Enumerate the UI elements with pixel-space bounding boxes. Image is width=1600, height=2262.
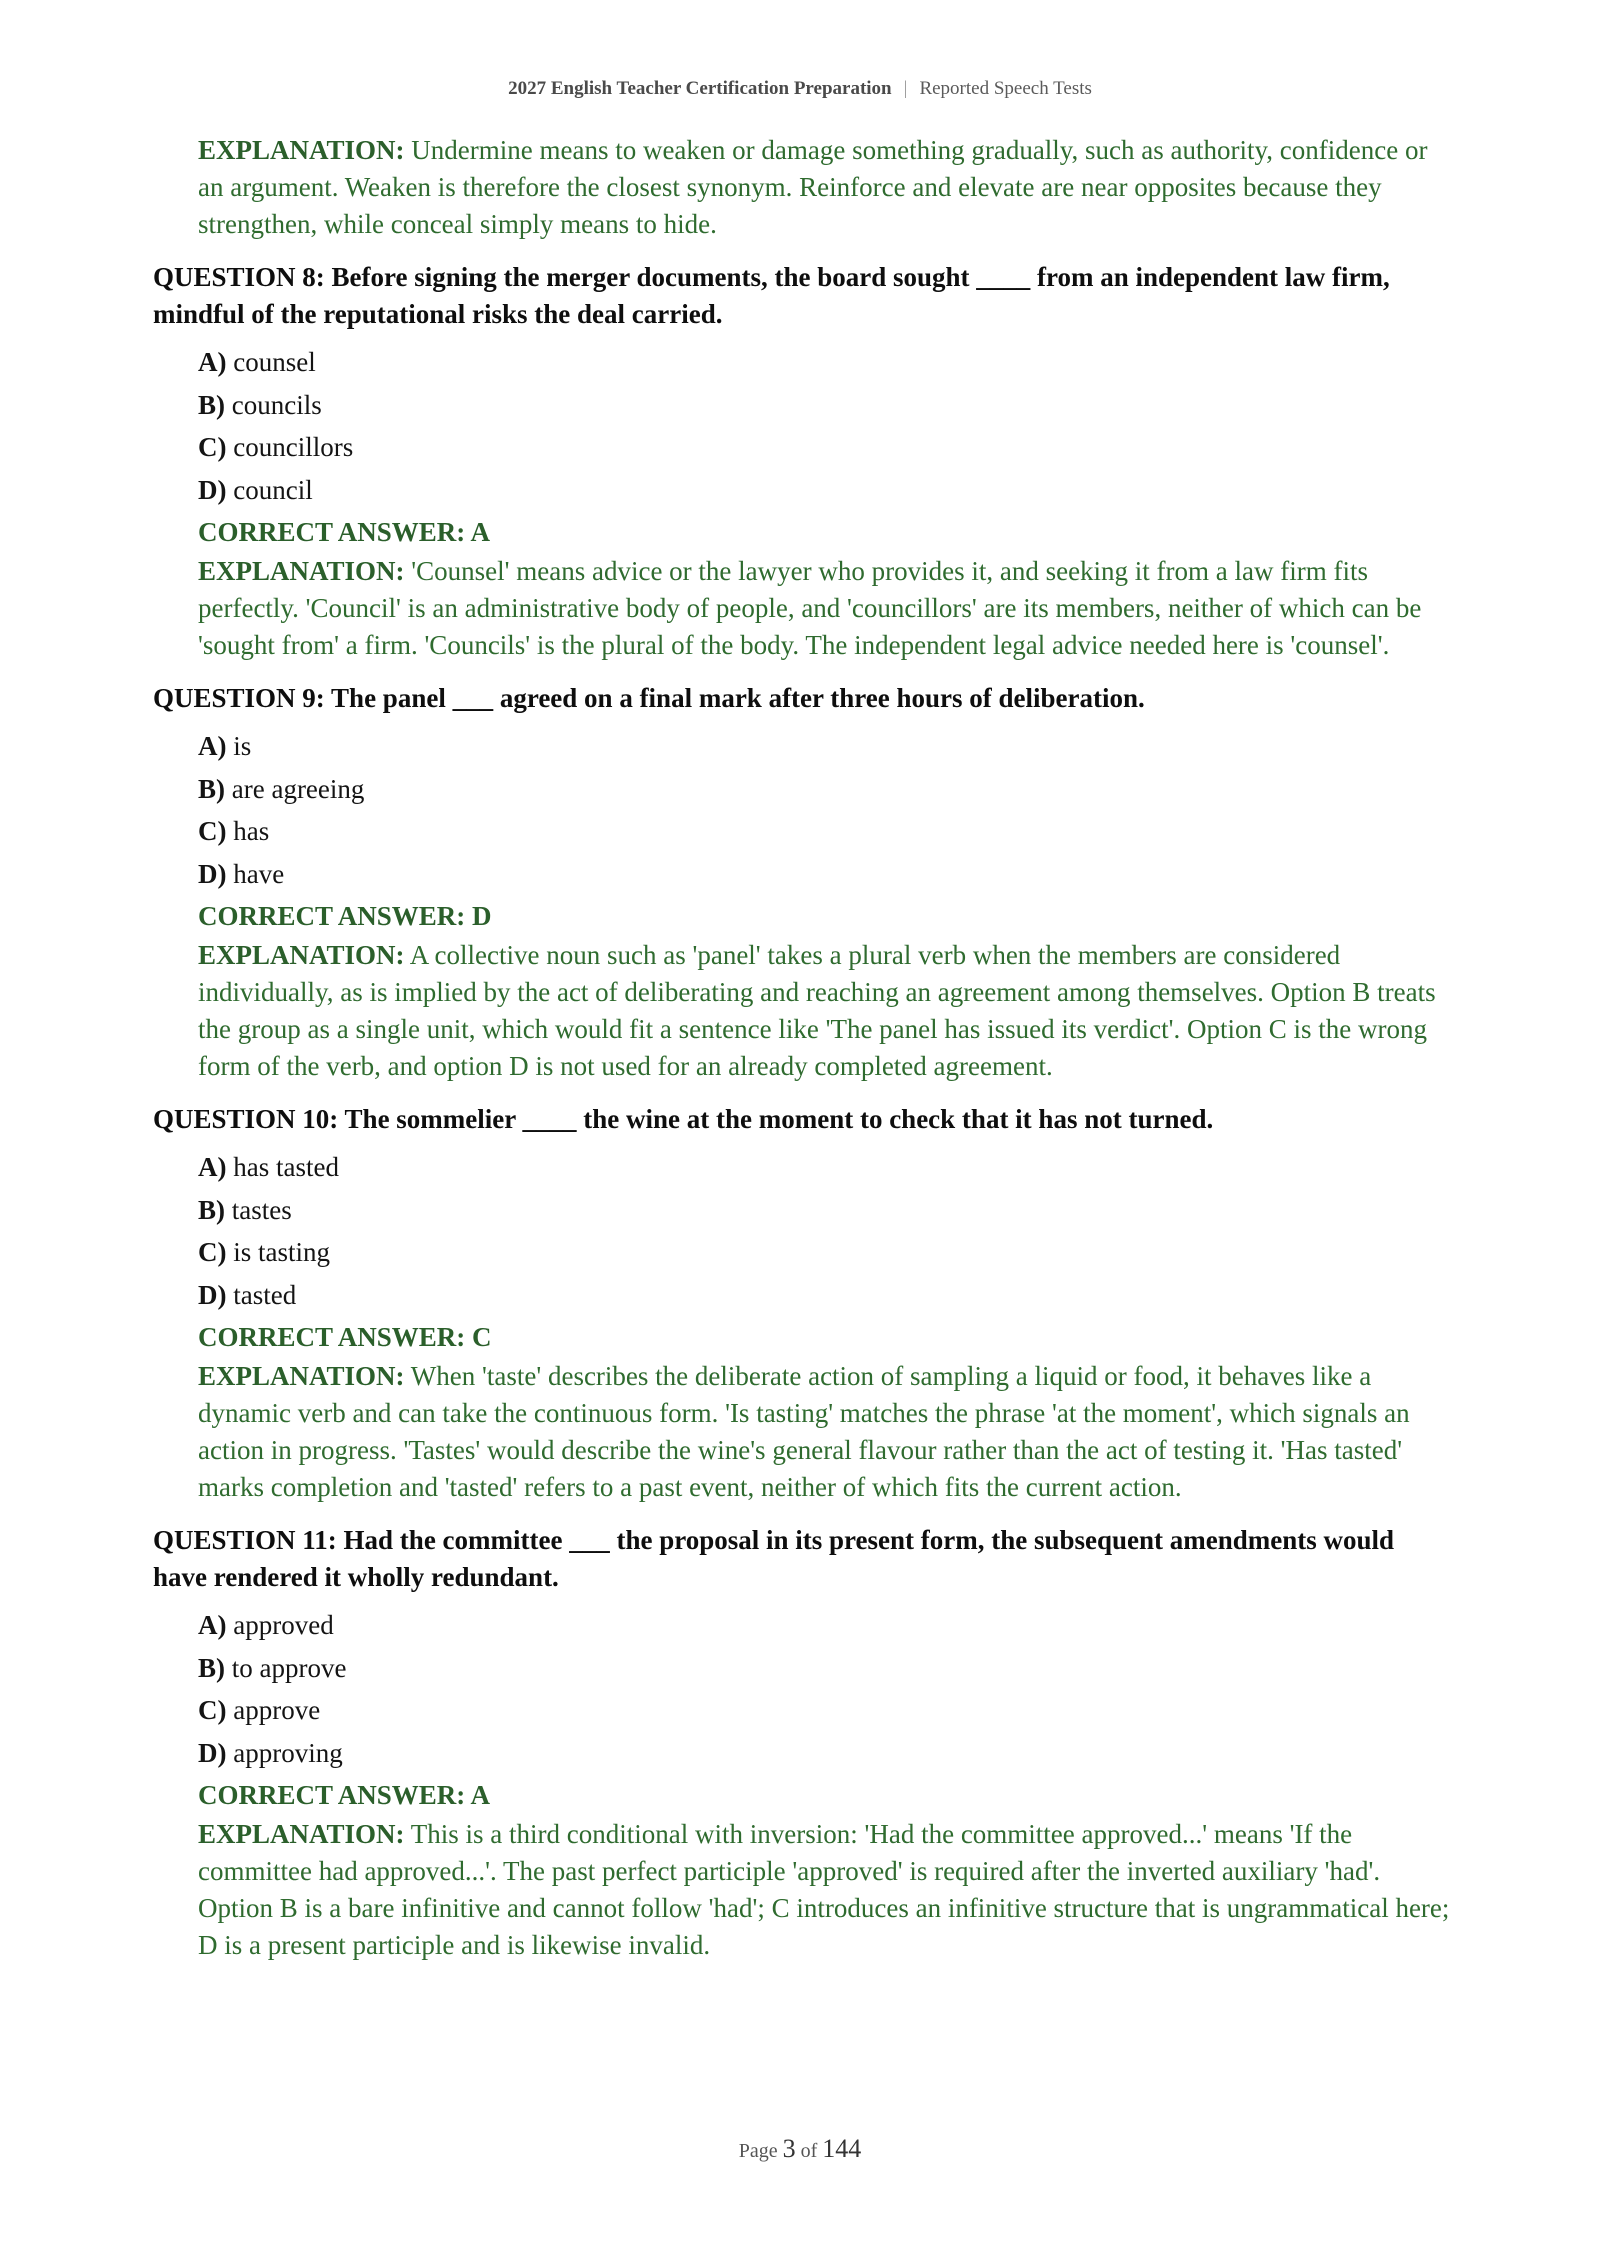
- option-c: [198, 810, 1453, 853]
- footer-total-pages: 144: [822, 2134, 862, 2163]
- header-title: 2027 English Teacher Certification Preparation: [508, 78, 892, 99]
- option-letter: B): [198, 389, 225, 420]
- explanation-label: EXPLANATION:: [198, 556, 405, 586]
- option-d: [198, 853, 1453, 896]
- option-c: [198, 426, 1453, 469]
- header-subtitle: Reported Speech Tests: [919, 78, 1092, 99]
- option-letter: A): [198, 347, 227, 377]
- option-text: councillors: [233, 432, 354, 462]
- page-content: [153, 132, 1453, 1980]
- correct-answer: CORRECT ANSWER: A: [198, 517, 491, 547]
- option-text: is tasting: [233, 1237, 331, 1267]
- header-separator: |: [903, 78, 908, 99]
- option-d: [198, 469, 1453, 512]
- question-block-9: [153, 680, 1453, 1085]
- option-letter: C): [198, 816, 227, 846]
- question-prompt: QUESTION 8: Before signing the merger documents, the board sought ____ from an independent law firm, mindful of the reputational risks the deal carried.: [153, 262, 1390, 329]
- option-text: approved: [233, 1610, 334, 1640]
- option-letter: D): [198, 858, 227, 889]
- explanation-text: This is a third conditional with inversion: 'Had the committee approved...' means 'If the committee had approved...'. The past perfect participle 'approved' is required after the inverted auxiliary 'had'. Option B is a bare infinitive and cannot follow 'had'; C introduces an infinitive structure that is ungrammatical here; D is a present participle and is likewise invalid.: [198, 1819, 1450, 1960]
- option-b: [198, 768, 1453, 811]
- option-b: [198, 384, 1453, 427]
- option-letter: A): [198, 1610, 227, 1640]
- option-b: [198, 1189, 1453, 1232]
- answer-explanation: [198, 1358, 1453, 1506]
- option-letter: B): [198, 773, 225, 804]
- option-c: [198, 1689, 1453, 1732]
- option-text: approve: [233, 1695, 321, 1725]
- option-letter: A): [198, 1152, 227, 1182]
- option-text: tasted: [233, 1279, 297, 1310]
- running-header: [0, 76, 1600, 102]
- explanation-label: EXPLANATION:: [198, 1819, 405, 1849]
- explanation-label: EXPLANATION:: [198, 940, 405, 970]
- answer-explanation: [198, 937, 1453, 1085]
- option-a: [198, 725, 1453, 768]
- footer-page-number: 3: [782, 2134, 796, 2163]
- options-list: [153, 341, 1453, 511]
- question-block-11: [153, 1522, 1453, 1964]
- question-prompt: QUESTION 10: The sommelier ____ the wine at the moment to check that it has not turned.: [153, 1104, 1214, 1134]
- question-prompt: QUESTION 11: Had the committee ___ the proposal in its present form, the subsequent amendments would have rendered it wholly redundant.: [153, 1525, 1395, 1592]
- options-list: [153, 1604, 1453, 1774]
- explanation-text: When 'taste' describes the deliberate action of sampling a liquid or food, it behaves like a dynamic verb and can take the continuous form. 'Is tasting' matches the phrase 'at the moment', which signals an action in progress. 'Tastes' would describe the wine's general flavour rather than the act of testing it. 'Has tasted' marks completion and 'tasted' refers to a past event, neither of which fits the current action.: [198, 1361, 1410, 1502]
- explanation-text: 'Counsel' means advice or the lawyer who provides it, and seeking it from a law firm fits perfectly. 'Council' is an administrative body of people, and 'councillors' are its members, neither of which can be 'sought from' a firm. 'Councils' is the plural of the body. The independent legal advice needed here is 'counsel'.: [198, 556, 1422, 660]
- answer-explanation: [198, 553, 1453, 664]
- option-text: tastes: [231, 1194, 292, 1225]
- option-letter: D): [198, 1737, 227, 1768]
- option-letter: C): [198, 432, 227, 462]
- correct-answer: CORRECT ANSWER: A: [198, 1780, 491, 1810]
- option-letter: C): [198, 1695, 227, 1725]
- option-letter: B): [198, 1652, 225, 1683]
- option-letter: A): [198, 731, 227, 761]
- option-text: councils: [231, 389, 322, 420]
- option-letter: D): [198, 474, 227, 505]
- option-a: [198, 1604, 1453, 1647]
- correct-answer: CORRECT ANSWER: C: [198, 1322, 492, 1352]
- option-d: [198, 1732, 1453, 1775]
- option-text: to approve: [231, 1652, 347, 1683]
- option-d: [198, 1274, 1453, 1317]
- option-text: is: [233, 731, 252, 761]
- option-letter: C): [198, 1237, 227, 1267]
- explanation-text: Undermine means to weaken or damage something gradually, such as authority, confidence or an argument. Weaken is therefore the closest synonym. Reinforce and elevate are near opposites because they strengthen, while conceal simply means to hide.: [198, 135, 1428, 239]
- option-letter: D): [198, 1279, 227, 1310]
- option-text: have: [233, 858, 285, 889]
- option-text: has tasted: [233, 1152, 339, 1182]
- option-c: [198, 1231, 1453, 1274]
- answer-explanation: [198, 1816, 1453, 1964]
- option-letter: B): [198, 1194, 225, 1225]
- explanation-label: EXPLANATION:: [198, 135, 405, 165]
- options-list: [153, 725, 1453, 895]
- option-a: [198, 341, 1453, 384]
- option-a: [198, 1146, 1453, 1189]
- question-prompt: QUESTION 9: The panel ___ agreed on a final mark after three hours of deliberation.: [153, 683, 1145, 713]
- question-block-8: [153, 259, 1453, 664]
- option-text: counsel: [233, 347, 316, 377]
- options-list: [153, 1146, 1453, 1316]
- option-b: [198, 1647, 1453, 1690]
- option-text: approving: [233, 1737, 343, 1768]
- explanation-text: A collective noun such as 'panel' takes a plural verb when the members are considered individually, as is implied by the act of deliberating and reaching an agreement among themselves. Option B treats the group as a single unit, which would fit a sentence like 'The panel has issued its verdict'. Option C is the wrong form of the verb, and option D is not used for an already completed agreement.: [198, 940, 1436, 1081]
- question-block-10: [153, 1101, 1453, 1506]
- option-text: has: [233, 816, 270, 846]
- option-text: council: [233, 474, 313, 505]
- intro-explanation: [198, 132, 1453, 243]
- footer-of-word: of: [800, 2140, 818, 2162]
- page-footer: [0, 2134, 1600, 2164]
- option-text: are agreeing: [231, 773, 365, 804]
- correct-answer: CORRECT ANSWER: D: [198, 901, 492, 931]
- footer-page-word: Page: [738, 2140, 778, 2162]
- explanation-label: EXPLANATION:: [198, 1361, 405, 1391]
